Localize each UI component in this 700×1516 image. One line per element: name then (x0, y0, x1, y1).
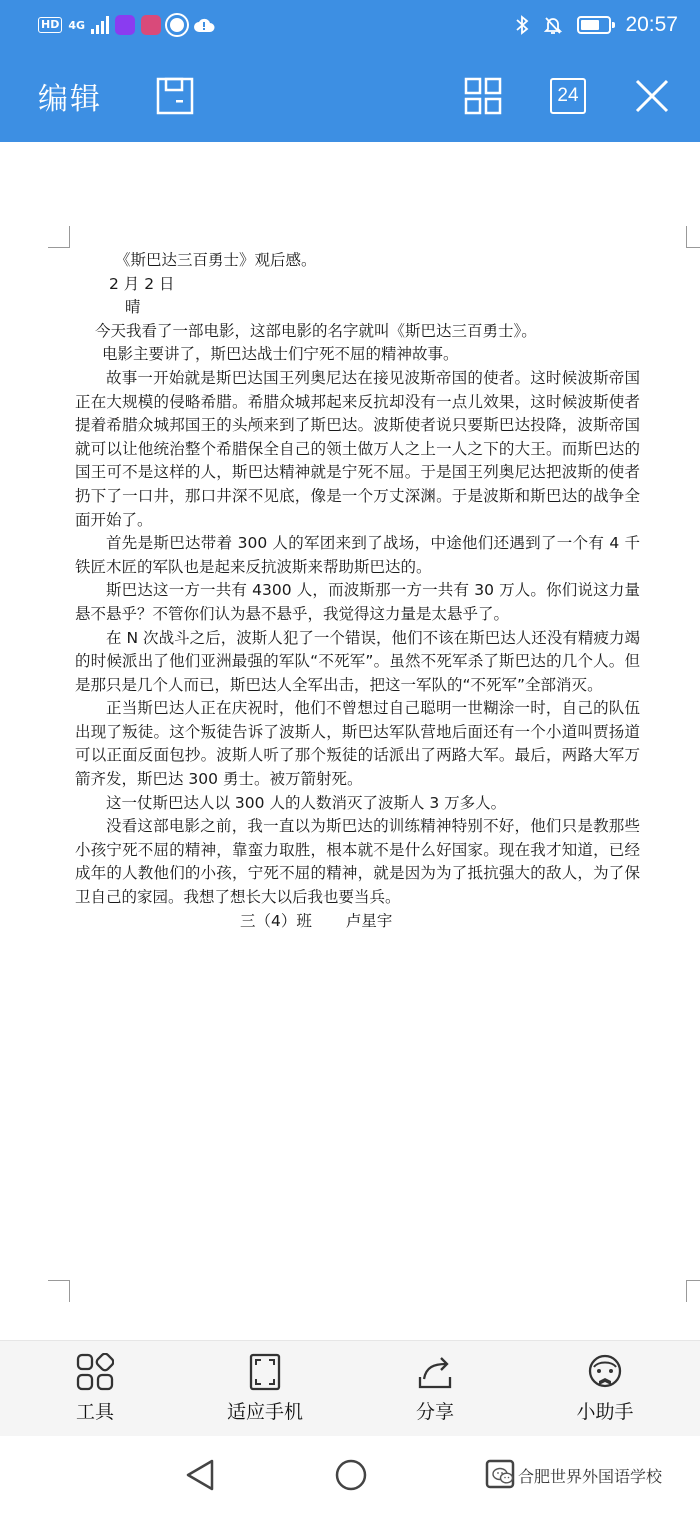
edit-title[interactable]: 编辑 (38, 82, 102, 117)
paragraph: 今天我看了一部电影，这部电影的名字就叫《斯巴达三百勇士》。 (95, 321, 537, 340)
paragraph: 电影主要讲了，斯巴达战士们宁死不屈的精神故事。 (102, 345, 459, 364)
status-bar (0, 0, 700, 50)
floppy-disk-icon (156, 77, 194, 115)
hd-badge: HD (38, 17, 62, 33)
share-button[interactable] (365, 1353, 505, 1424)
bottom-toolbar (0, 1340, 700, 1436)
signal-icon (91, 16, 109, 34)
assistant-label: 小助手 (576, 1401, 634, 1423)
document-body (75, 249, 640, 933)
paragraph: 这一仗斯巴达人以 300 人的人数消灭了波斯人 3 万多人。 (106, 793, 507, 812)
bluetooth-icon (515, 15, 529, 35)
clock: 20:57 (625, 13, 678, 36)
grid-view-icon (464, 77, 502, 115)
network-type: 4G (68, 18, 86, 32)
fit-phone-label: 适应手机 (226, 1401, 303, 1423)
grid-view-button[interactable] (464, 77, 502, 115)
crop-mark-top-left (48, 226, 70, 248)
cloud-alert-icon (193, 17, 215, 33)
assistant-face-icon (586, 1353, 624, 1391)
page-count-button[interactable]: 24 (550, 78, 586, 114)
wechat-watermark (492, 1464, 662, 1487)
mute-bell-icon (543, 15, 563, 35)
system-nav-bar (0, 1436, 700, 1516)
status-left (38, 15, 215, 35)
paragraph: 故事一开始就是斯巴达国王列奥尼达在接见波斯帝国的使者。这时候波斯帝国正在大规模的侵略希腊。希腊众城邦起来反抗却没有一点儿效果，这时候波斯使者提着希腊众城邦国王的头颅来到了斯巴达。波斯使者说只要斯巴达投降，波斯帝国就可以让他统治整个希腊保全自己的领土做万人之上一人之下的大王。而斯巴达的国王可不是这样的人，斯巴达精神就是宁死不屈。于是国王列奥尼达把波斯的使者扔下了一口井，那口井深不见底，像是一个万丈深渊。于是波斯和斯巴达的战争全面开始了。 (75, 368, 640, 529)
document-title: 《斯巴达三百勇士》观后感。 (115, 251, 317, 269)
video-app-icon (115, 15, 135, 35)
assistant-button[interactable] (535, 1353, 675, 1424)
share-icon (416, 1353, 454, 1391)
wechat-logo-icon (492, 1467, 514, 1485)
tools-grid-icon (76, 1353, 114, 1391)
paragraph: 斯巴达这一方一共有 4300 人，而波斯那一方一共有 30 万人。你们说这力量悬不悬乎？不管你们认为悬不悬乎，我觉得这力量是太悬乎了。 (75, 581, 640, 623)
close-button[interactable] (634, 78, 670, 114)
fit-screen-icon (249, 1353, 281, 1391)
back-button[interactable] (184, 1458, 216, 1496)
author-name: 卢星宇 (345, 911, 393, 930)
tools-button[interactable] (25, 1353, 165, 1424)
top-toolbar (0, 50, 700, 142)
document-page[interactable] (0, 142, 700, 1340)
paragraph: 没看这部电影之前，我一直以为斯巴达的训练精神特别不好，他们只是教那些小孩宁死不屈的精神，靠蛮力取胜，根本就不是什么好国家。现在我才知道，已经成年的人教他们的小孩，宁死不屈的精神，就是因为为了抵抗强大的敌人，为了保卫自己的家园。我想了想长大以后我也要当兵。 (75, 817, 640, 907)
watermark-text: 合肥世界外国语学校 (518, 1467, 663, 1486)
toolbar-right (464, 77, 670, 115)
crop-mark-bottom-left (48, 1280, 70, 1302)
home-circle-icon (334, 1458, 368, 1492)
document-weather: 晴 (125, 298, 141, 317)
share-label: 分享 (415, 1401, 454, 1423)
class-name: 三（4）班 (240, 911, 312, 930)
home-button[interactable] (334, 1458, 368, 1496)
document-date: 2 月 2 日 (109, 274, 175, 293)
notification-app-icon (141, 15, 161, 35)
close-icon (634, 78, 670, 114)
save-button[interactable] (156, 77, 194, 115)
tools-label: 工具 (75, 1401, 114, 1423)
fit-phone-button[interactable] (195, 1353, 335, 1424)
paragraph: 在 N 次战斗之后，波斯人犯了一个错误，他们不该在斯巴达人还没有精疲力竭的时候派出了他们亚洲最强的军队“不死军”。虽然不死军杀了斯巴达的几个人。但是那只是几个人而已，斯巴达人全军出击，把这一军队的“不死军”全部消灭。 (75, 628, 640, 694)
browser-app-icon (167, 15, 187, 35)
crop-mark-bottom-right (686, 1280, 700, 1302)
paragraph: 正当斯巴达人正在庆祝时，他们不曾想过自己聪明一世糊涂一时，自己的队伍出现了叛徒。这个叛徒告诉了波斯人，斯巴达军队营地后面还有一个小道叫贾扬道可以正面反面包抄。波斯人听了那个叛徒的话派出了两路大军。最后，两路大军万箭齐发，斯巴达 300 勇士。被万箭射死。 (75, 699, 640, 789)
crop-mark-top-right (686, 226, 700, 248)
battery-icon (577, 16, 611, 34)
status-right (515, 13, 678, 37)
back-triangle-icon (184, 1458, 216, 1492)
signature (75, 910, 640, 934)
paragraph: 首先是斯巴达带着 300 人的军团来到了战场，中途他们还遇到了一个有 4 千铁匠木匠的军队也是起来反抗波斯来帮助斯巴达的。 (75, 534, 640, 576)
